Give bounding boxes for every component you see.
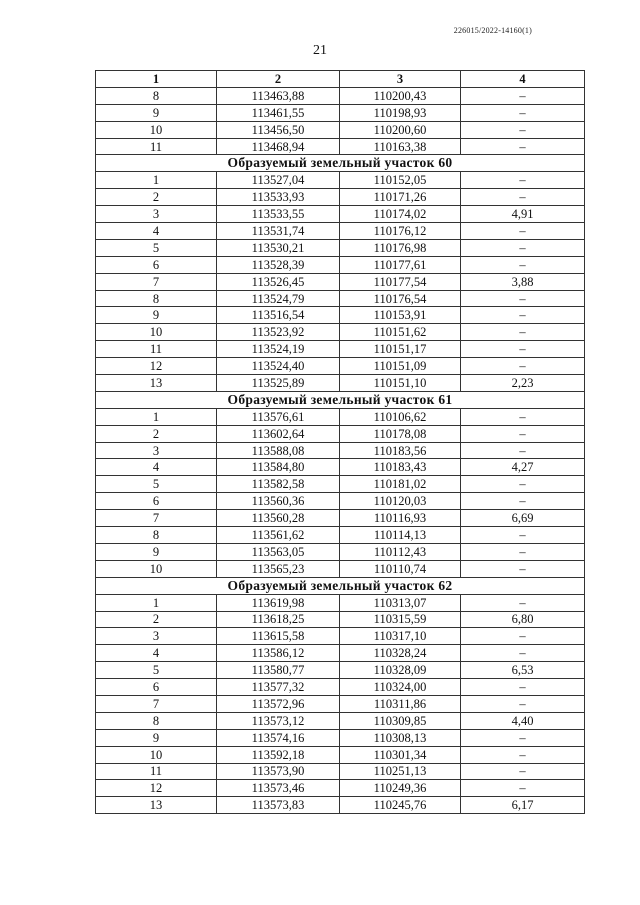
coord-x-cell: 113533,55 [217, 206, 340, 223]
point-number-cell: 1 [96, 408, 217, 425]
point-number-cell: 12 [96, 780, 217, 797]
distance-cell: – [461, 121, 585, 138]
table-row [96, 172, 585, 189]
distance-cell: – [461, 138, 585, 155]
distance-cell: – [461, 493, 585, 510]
point-number-cell: 11 [96, 341, 217, 358]
distance-cell: – [461, 341, 585, 358]
table-row [96, 256, 585, 273]
coord-x-cell: 113619,98 [217, 594, 340, 611]
table-row [96, 459, 585, 476]
coord-y-cell: 110174,02 [340, 206, 461, 223]
distance-cell: – [461, 543, 585, 560]
table-row [96, 408, 585, 425]
distance-cell: 4,91 [461, 206, 585, 223]
coord-y-cell: 110176,54 [340, 290, 461, 307]
table-row [96, 138, 585, 155]
coord-y-cell: 110176,12 [340, 223, 461, 240]
coord-x-cell: 113560,28 [217, 510, 340, 527]
coord-y-cell: 110249,36 [340, 780, 461, 797]
point-number-cell: 10 [96, 324, 217, 341]
coord-y-cell: 110177,61 [340, 256, 461, 273]
table-row [96, 712, 585, 729]
table-row [96, 510, 585, 527]
distance-cell: 3,88 [461, 273, 585, 290]
coord-y-cell: 110245,76 [340, 797, 461, 814]
distance-cell: – [461, 87, 585, 104]
coord-y-cell: 110120,03 [340, 493, 461, 510]
distance-cell: – [461, 189, 585, 206]
coord-x-cell: 113528,39 [217, 256, 340, 273]
coord-y-cell: 110251,13 [340, 763, 461, 780]
point-number-cell: 6 [96, 679, 217, 696]
table-row [96, 645, 585, 662]
coord-y-cell: 110301,34 [340, 746, 461, 763]
point-number-cell: 11 [96, 763, 217, 780]
coord-x-cell: 113530,21 [217, 239, 340, 256]
coord-y-cell: 110308,13 [340, 729, 461, 746]
distance-cell: – [461, 746, 585, 763]
distance-cell: – [461, 307, 585, 324]
point-number-cell: 6 [96, 256, 217, 273]
table-row [96, 307, 585, 324]
coord-y-cell: 110317,10 [340, 628, 461, 645]
coord-x-cell: 113526,45 [217, 273, 340, 290]
distance-cell: 6,53 [461, 662, 585, 679]
coord-y-cell: 110324,00 [340, 679, 461, 696]
distance-cell: 4,27 [461, 459, 585, 476]
point-number-cell: 4 [96, 645, 217, 662]
coord-y-cell: 110112,43 [340, 543, 461, 560]
coord-y-cell: 110309,85 [340, 712, 461, 729]
coord-x-cell: 113525,89 [217, 375, 340, 392]
point-number-cell: 13 [96, 797, 217, 814]
point-number-cell: 9 [96, 543, 217, 560]
coord-y-cell: 110183,56 [340, 442, 461, 459]
point-number-cell: 7 [96, 695, 217, 712]
coord-y-cell: 110151,09 [340, 358, 461, 375]
coord-x-cell: 113524,40 [217, 358, 340, 375]
coord-y-cell: 110114,13 [340, 527, 461, 544]
point-number-cell: 9 [96, 307, 217, 324]
distance-cell: 6,69 [461, 510, 585, 527]
point-number-cell: 9 [96, 729, 217, 746]
table-row [96, 341, 585, 358]
column-header: 3 [340, 71, 461, 88]
coord-x-cell: 113582,58 [217, 476, 340, 493]
column-header: 4 [461, 71, 585, 88]
point-number-cell: 12 [96, 358, 217, 375]
distance-cell: – [461, 645, 585, 662]
coord-x-cell: 113574,16 [217, 729, 340, 746]
coord-y-cell: 110178,08 [340, 425, 461, 442]
coord-x-cell: 113561,62 [217, 527, 340, 544]
distance-cell: – [461, 594, 585, 611]
table-row [96, 476, 585, 493]
coord-x-cell: 113468,94 [217, 138, 340, 155]
coord-x-cell: 113584,80 [217, 459, 340, 476]
distance-cell: – [461, 256, 585, 273]
distance-cell: – [461, 679, 585, 696]
point-number-cell: 6 [96, 493, 217, 510]
distance-cell: – [461, 172, 585, 189]
table-row [96, 358, 585, 375]
coord-x-cell: 113592,18 [217, 746, 340, 763]
coord-x-cell: 113577,32 [217, 679, 340, 696]
coord-x-cell: 113524,19 [217, 341, 340, 358]
section-title-row [96, 391, 585, 408]
section-title-row [96, 577, 585, 594]
point-number-cell: 8 [96, 527, 217, 544]
coord-x-cell: 113573,83 [217, 797, 340, 814]
coord-y-cell: 110177,54 [340, 273, 461, 290]
distance-cell: – [461, 104, 585, 121]
page-number: 21 [313, 43, 327, 58]
coord-x-cell: 113527,04 [217, 172, 340, 189]
coord-y-cell: 110163,38 [340, 138, 461, 155]
distance-cell: – [461, 729, 585, 746]
point-number-cell: 5 [96, 476, 217, 493]
table-row [96, 729, 585, 746]
coord-x-cell: 113516,54 [217, 307, 340, 324]
coord-y-cell: 110183,43 [340, 459, 461, 476]
point-number-cell: 2 [96, 425, 217, 442]
point-number-cell: 1 [96, 172, 217, 189]
distance-cell: – [461, 628, 585, 645]
coord-x-cell: 113565,23 [217, 560, 340, 577]
point-number-cell: 8 [96, 712, 217, 729]
table-body [96, 87, 585, 813]
table-row [96, 695, 585, 712]
coord-x-cell: 113572,96 [217, 695, 340, 712]
table-row [96, 189, 585, 206]
distance-cell: – [461, 324, 585, 341]
distance-cell: – [461, 425, 585, 442]
coord-y-cell: 110151,62 [340, 324, 461, 341]
coord-y-cell: 110328,24 [340, 645, 461, 662]
coord-y-cell: 110152,05 [340, 172, 461, 189]
coord-x-cell: 113463,88 [217, 87, 340, 104]
table-row [96, 746, 585, 763]
document-id: 226015/2022-14160(1) [453, 26, 532, 35]
distance-cell: 6,17 [461, 797, 585, 814]
table-row [96, 560, 585, 577]
coord-y-cell: 110313,07 [340, 594, 461, 611]
coord-x-cell: 113533,93 [217, 189, 340, 206]
point-number-cell: 2 [96, 611, 217, 628]
table-row [96, 239, 585, 256]
point-number-cell: 3 [96, 628, 217, 645]
distance-cell: – [461, 527, 585, 544]
point-number-cell: 10 [96, 746, 217, 763]
column-header: 1 [96, 71, 217, 88]
point-number-cell: 10 [96, 560, 217, 577]
point-number-cell: 4 [96, 459, 217, 476]
coord-x-cell: 113461,55 [217, 104, 340, 121]
coord-y-cell: 110181,02 [340, 476, 461, 493]
coord-y-cell: 110106,62 [340, 408, 461, 425]
coord-y-cell: 110151,17 [340, 341, 461, 358]
coord-x-cell: 113588,08 [217, 442, 340, 459]
distance-cell: – [461, 223, 585, 240]
point-number-cell: 13 [96, 375, 217, 392]
coord-x-cell: 113531,74 [217, 223, 340, 240]
table-row [96, 375, 585, 392]
coordinates-table [95, 70, 585, 814]
table-row [96, 290, 585, 307]
coord-x-cell: 113580,77 [217, 662, 340, 679]
point-number-cell: 1 [96, 594, 217, 611]
table-row [96, 543, 585, 560]
table-row [96, 797, 585, 814]
point-number-cell: 3 [96, 206, 217, 223]
point-number-cell: 4 [96, 223, 217, 240]
coord-x-cell: 113560,36 [217, 493, 340, 510]
section-title: Образуемый земельный участок 62 [96, 577, 585, 594]
coord-y-cell: 110110,74 [340, 560, 461, 577]
distance-cell: – [461, 239, 585, 256]
distance-cell: 6,80 [461, 611, 585, 628]
coord-x-cell: 113586,12 [217, 645, 340, 662]
distance-cell: – [461, 695, 585, 712]
table-row [96, 425, 585, 442]
coord-y-cell: 110171,26 [340, 189, 461, 206]
table-row [96, 206, 585, 223]
point-number-cell: 3 [96, 442, 217, 459]
table-row [96, 611, 585, 628]
table-row [96, 594, 585, 611]
distance-cell: – [461, 763, 585, 780]
table-row [96, 324, 585, 341]
coord-y-cell: 110151,10 [340, 375, 461, 392]
distance-cell: – [461, 358, 585, 375]
distance-cell: – [461, 780, 585, 797]
coord-y-cell: 110315,59 [340, 611, 461, 628]
distance-cell: – [461, 476, 585, 493]
section-title-row [96, 155, 585, 172]
table-row [96, 442, 585, 459]
coord-y-cell: 110176,98 [340, 239, 461, 256]
table-row [96, 493, 585, 510]
table-row [96, 763, 585, 780]
point-number-cell: 5 [96, 662, 217, 679]
coord-x-cell: 113523,92 [217, 324, 340, 341]
coord-y-cell: 110328,09 [340, 662, 461, 679]
distance-cell: – [461, 442, 585, 459]
point-number-cell: 10 [96, 121, 217, 138]
table-row [96, 628, 585, 645]
coord-x-cell: 113563,05 [217, 543, 340, 560]
table-row [96, 87, 585, 104]
distance-cell: 2,23 [461, 375, 585, 392]
coord-x-cell: 113456,50 [217, 121, 340, 138]
table-row [96, 273, 585, 290]
table-row [96, 662, 585, 679]
point-number-cell: 8 [96, 87, 217, 104]
section-title: Образуемый земельный участок 61 [96, 391, 585, 408]
coord-x-cell: 113573,46 [217, 780, 340, 797]
coord-x-cell: 113573,12 [217, 712, 340, 729]
point-number-cell: 2 [96, 189, 217, 206]
distance-cell: – [461, 408, 585, 425]
table-row [96, 679, 585, 696]
coord-y-cell: 110200,60 [340, 121, 461, 138]
distance-cell: – [461, 290, 585, 307]
coord-y-cell: 110311,86 [340, 695, 461, 712]
point-number-cell: 7 [96, 510, 217, 527]
coord-y-cell: 110200,43 [340, 87, 461, 104]
table-header-row [96, 71, 585, 88]
table-row [96, 780, 585, 797]
table-row [96, 121, 585, 138]
point-number-cell: 5 [96, 239, 217, 256]
coord-y-cell: 110116,93 [340, 510, 461, 527]
distance-cell: 4,40 [461, 712, 585, 729]
distance-cell: – [461, 560, 585, 577]
coord-x-cell: 113573,90 [217, 763, 340, 780]
coord-x-cell: 113524,79 [217, 290, 340, 307]
coord-x-cell: 113618,25 [217, 611, 340, 628]
table-row [96, 104, 585, 121]
coord-x-cell: 113602,64 [217, 425, 340, 442]
point-number-cell: 11 [96, 138, 217, 155]
column-header: 2 [217, 71, 340, 88]
coord-x-cell: 113615,58 [217, 628, 340, 645]
coord-x-cell: 113576,61 [217, 408, 340, 425]
table-row [96, 527, 585, 544]
coord-y-cell: 110198,93 [340, 104, 461, 121]
coord-y-cell: 110153,91 [340, 307, 461, 324]
table-row [96, 223, 585, 240]
point-number-cell: 8 [96, 290, 217, 307]
point-number-cell: 7 [96, 273, 217, 290]
section-title: Образуемый земельный участок 60 [96, 155, 585, 172]
point-number-cell: 9 [96, 104, 217, 121]
